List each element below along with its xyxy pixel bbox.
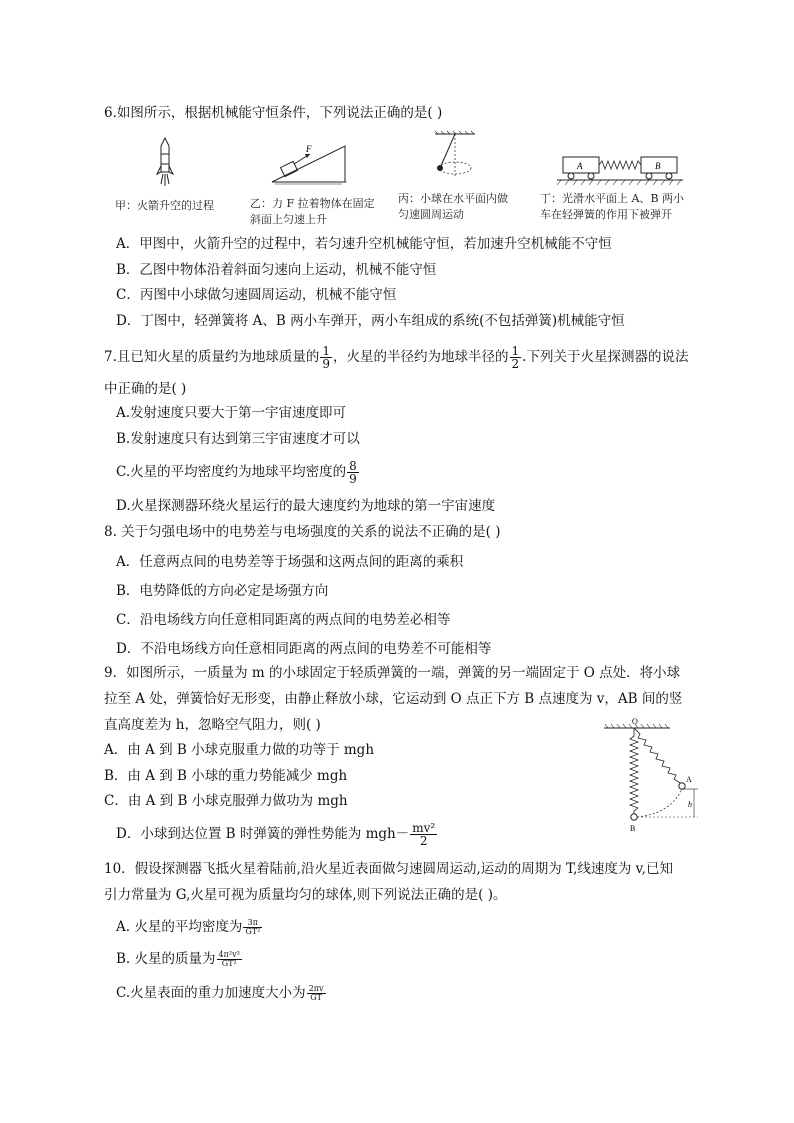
point-o-label: O — [632, 717, 638, 726]
q7-fraction-density: $\frac{8}{9}$ — [349, 459, 357, 486]
q7-stem-line2: 中正确的是( ) — [104, 381, 187, 397]
q6-option-a[interactable]: A．甲图中，火箭升空的过程中，若匀速升空机械能守恒，若加速升空机械能不守恒 — [116, 236, 612, 252]
q10-stem-line1: 10．假设探测器飞抵火星着陆前,沿火星近表面做匀速圆周运动,运动的周期为 T,线速度为 v,已知 — [104, 861, 673, 877]
q10-stem-line2: 引力常量为 G,火星可视为质量均匀的球体,则下列说法正确的是( )。 — [104, 887, 507, 903]
point-b-label: B — [630, 824, 636, 833]
q7-option-a[interactable]: A.发射速度只要大于第一宇宙速度即可 — [116, 405, 347, 421]
cart-b-label: B — [655, 161, 661, 171]
q7-fraction-radius: $\frac{1}{2}$ — [511, 344, 520, 371]
caption-ding-1: 丁：光滑水平面上 A、B 两小 — [540, 192, 685, 205]
q7-option-c[interactable]: C.火星的平均密度约为地球平均密度的 $\frac{8}{9}$ — [116, 459, 357, 486]
q10-option-b[interactable]: B. 火星的质量为 $\frac{\text{4π²v³}}{\text{GT²}}$ — [116, 950, 240, 968]
q8-option-c[interactable]: C．沿电场线方向任意相同距离的两点间的电势差必相等 — [116, 612, 451, 628]
q8-option-b[interactable]: B．电势降低的方向必定是场强方向 — [116, 583, 329, 599]
q9-stem-line1: 9．如图所示，一质量为 m 的小球固定于轻质弹簧的一端，弹簧的另一端固定于 O 点处．将小球 — [104, 665, 681, 681]
q9-stem-line2: 拉至 A 处，弹簧恰好无形变，由静止释放小球，它运动到 O 点正下方 B 点速度为 v，AB 间的竖 — [104, 691, 683, 707]
q9-stem-line3: 直高度差为 h，忽略空气阻力，则( ) — [104, 717, 321, 733]
caption-yi-1: 乙：力 F 拉着物体在固定 — [250, 197, 375, 210]
incline-diagram — [270, 142, 350, 187]
point-a-label: A — [686, 775, 692, 784]
q7-fraction-mass: $\frac{1}{9}$ — [322, 344, 331, 371]
carts-diagram — [555, 153, 685, 189]
height-label: h — [688, 800, 692, 809]
caption-bing-2: 匀速圆周运动 — [398, 208, 464, 221]
caption-bing-1: 丙：小球在水平面内做 — [398, 192, 508, 205]
force-label: F — [306, 144, 312, 154]
q9-option-b[interactable]: B．由 A 到 B 小球的重力势能减少 mgh — [104, 768, 348, 784]
q9-fraction-ke: $\frac{\text{mv²}}{2}$ — [412, 821, 436, 848]
caption-jia: 甲：火箭升空的过程 — [115, 199, 214, 212]
q7-stem: 7.且已知火星的质量约为地球质量的 $\frac{1}{9}$ ，火星的半径约为地球半径的 $\frac{1}{2}$ .下列关于火星探测器的说法 — [104, 344, 689, 371]
caption-ding-2: 车在轻弹簧的作用下被弹开 — [540, 208, 672, 221]
spring-pendulum-diagram — [600, 716, 705, 834]
q9-option-c[interactable]: C．由 A 到 B 小球克服弹力做功为 mgh — [104, 793, 348, 809]
q10-fraction-density: $\frac{3\pi}{\text{GT²}}$ — [245, 918, 261, 936]
rocket-diagram — [155, 136, 175, 191]
q7-option-b[interactable]: B.发射速度只有达到第三宇宙速度才可以 — [116, 431, 360, 447]
cart-a-label: A — [577, 161, 583, 171]
q8-option-a[interactable]: A．任意两点间的电势差等于场强和这两点间的距离的乘积 — [116, 554, 464, 570]
q6-stem: 6.如图所示，根据机械能守恒条件，下列说法正确的是( ) — [104, 105, 443, 121]
pendulum-diagram — [430, 130, 480, 185]
q10-option-c[interactable]: C.火星表面的重力加速度大小为 $\frac{2\pi v}{GT}$ — [116, 984, 324, 1002]
q8-stem: 8. 关于匀强电场中的电势差与电场强度的关系的说法不正确的是( ) — [104, 524, 501, 540]
q10-option-a[interactable]: A. 火星的平均密度为 $\frac{3\pi}{\text{GT²}}$ — [116, 918, 261, 936]
q9-option-d[interactable]: D．小球到达位置 B 时弹簧的弹性势能为 mgh－ $\frac{\text{mv²}}{2}$ — [116, 821, 436, 848]
q9-option-a[interactable]: A．由 A 到 B 小球克服重力做的功等于 mgh — [104, 742, 375, 758]
q10-fraction-gravity: $\frac{2\pi v}{GT}$ — [308, 984, 324, 1002]
q7-option-d[interactable]: D.火星探测器环绕火星运行的最大速度约为地球的第一宇宙速度 — [116, 498, 496, 514]
q10-fraction-mass: $\frac{\text{4π²v³}}{\text{GT²}}$ — [218, 950, 240, 968]
q8-option-d[interactable]: D．不沿电场线方向任意相同距离的两点间的电势差不可能相等 — [116, 641, 492, 657]
caption-yi-2: 斜面上匀速上升 — [250, 213, 327, 226]
q6-option-b[interactable]: B．乙图中物体沿着斜面匀速向上运动，机械不能守恒 — [116, 262, 437, 278]
q6-option-c[interactable]: C．丙图中小球做匀速圆周运动，机械不能守恒 — [116, 287, 397, 303]
q6-option-d[interactable]: D．丁图中，轻弹簧将 A、B 两小车弹开，两小车组成的系统(不包括弹簧)机械能守恒 — [116, 313, 625, 329]
